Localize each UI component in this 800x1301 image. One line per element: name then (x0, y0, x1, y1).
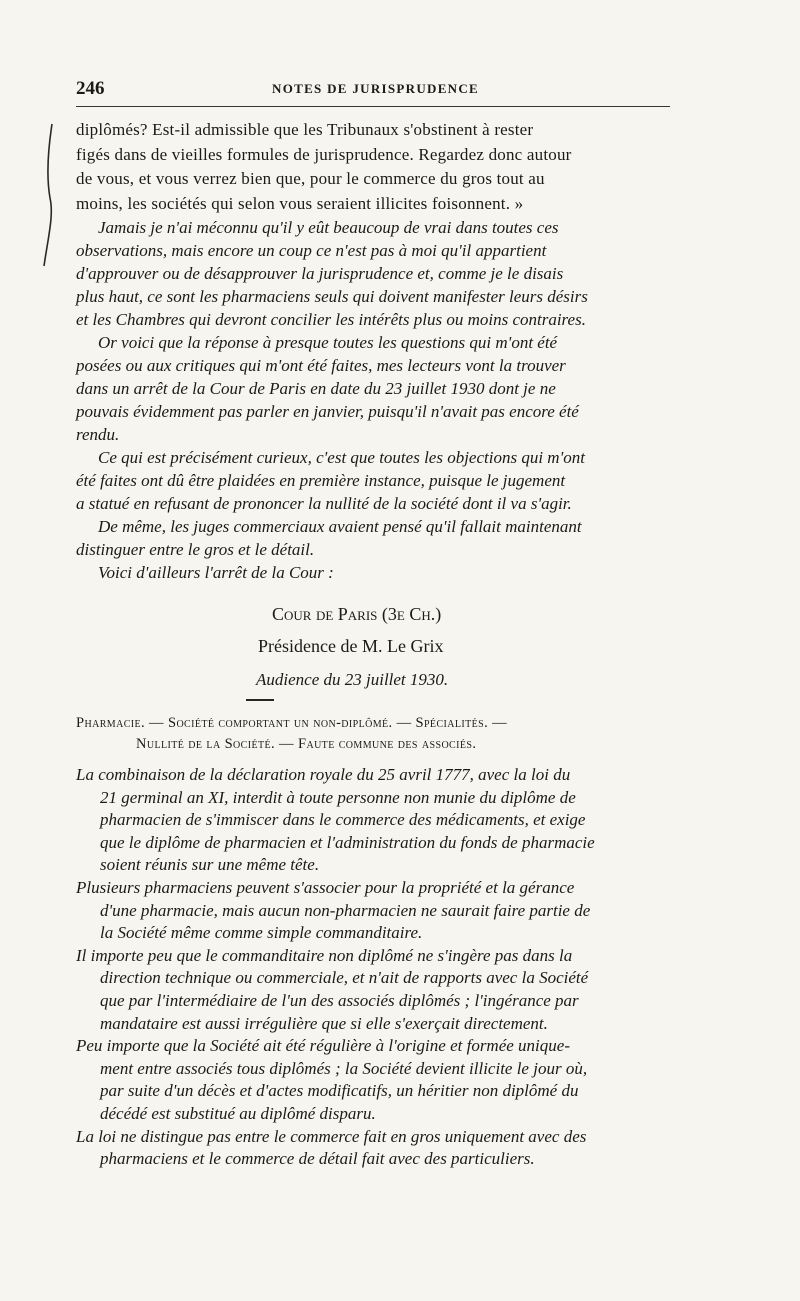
summary-line: la Société même comme simple commanditaire. (100, 923, 423, 943)
keyword-line: Nullité de la Société. — Faute commune des associés. (136, 736, 477, 752)
keyword-line: Pharmacie. — Société comportant un non-diplômé. — Spécialités. — (76, 715, 508, 731)
summary-line: La loi ne distingue pas entre le commerce fait en gros uniquement avec des (76, 1126, 587, 1146)
summary-line: Il importe peu que le commanditaire non diplômé ne s'ingère pas dans la (76, 945, 573, 965)
keywords-block (76, 713, 670, 755)
audience-line: Audience du 23 juillet 1930. (256, 670, 449, 689)
paragraph-line: posées ou aux critiques qui m'ont été faites, mes lecteurs vont la trouver (76, 356, 566, 376)
summary-line: que le diplôme de pharmacien et l'administration du fonds de pharmacie (100, 832, 595, 852)
presidence-line: Présidence de M. Le Grix (258, 636, 444, 656)
paragraph-line: Ce qui est précisément curieux, c'est que toutes les objections qui m'ont (98, 448, 585, 468)
summary-line: par suite d'un décès et d'actes modificatifs, un héritier non diplômé du (100, 1081, 579, 1101)
paragraph-line: observations, mais encore un coup ce n'est pas à moi qu'il appartient (76, 241, 547, 261)
paragraph-line: pouvais évidemment pas parler en janvier, puisqu'il n'avait pas encore été (76, 402, 579, 422)
summary-line: Peu importe que la Société ait été régulière à l'origine et formée unique- (76, 1036, 570, 1056)
running-title: NOTES DE JURISPRUDENCE (272, 81, 480, 96)
paragraph-line: Voici d'ailleurs l'arrêt de la Cour : (98, 563, 334, 583)
summary-line: 21 germinal an XI, interdit à toute personne non munie du diplôme de (100, 787, 576, 807)
text-line: moins, les sociétés qui selon vous seraient illicites foisonnent. » (76, 193, 524, 213)
margin-pencil-mark (34, 120, 74, 270)
summary-block (76, 764, 676, 1171)
summary-line: décédé est substitué au diplômé disparu. (100, 1103, 376, 1123)
text-line: figés dans de vieilles formules de jurisprudence. Regardez donc autour (76, 144, 572, 164)
summary-line: direction technique ou commerciale, et n'ait de rapports avec la Société (100, 968, 589, 988)
paragraph-line: et les Chambres qui devront concilier les intérêts plus ou moins contraires. (76, 310, 586, 330)
summary-line: pharmaciens et le commerce de détail fait avec des particuliers. (100, 1149, 535, 1169)
running-head (76, 78, 676, 102)
section-rule (246, 699, 274, 701)
summary-line: d'une pharmacie, mais aucun non-pharmacien ne saurait faire partie de (100, 900, 591, 920)
header-rule (76, 106, 670, 107)
body-text (76, 118, 670, 584)
paragraph-line: De même, les juges commerciaux avaient pensé qu'il fallait maintenant (98, 517, 582, 537)
summary-line: pharmacien de s'immiscer dans le commerce des médicaments, et exige (100, 810, 586, 830)
paragraph-line: d'approuver ou de désapprouver la jurisprudence et, comme je le disais (76, 264, 564, 284)
court-name: Cour de Paris (3e Ch.) (272, 604, 442, 624)
summary-line: ment entre associés tous diplômés ; la Société devient illicite le jour où, (100, 1058, 588, 1078)
paragraph-line: a statué en refusant de prononcer la nullité de la société dont il va s'agir. (76, 494, 572, 514)
paragraph-line: Or voici que la réponse à presque toutes les questions qui m'ont été (98, 333, 558, 353)
summary-line: La combinaison de la déclaration royale du 25 avril 1777, avec la loi du (76, 765, 571, 784)
page-number: 246 (76, 78, 105, 99)
paragraph-line: Jamais je n'ai méconnu qu'il y eût beaucoup de vrai dans toutes ces (98, 218, 559, 238)
summary-line: Plusieurs pharmaciens peuvent s'associer pour la propriété et la gérance (76, 877, 575, 897)
paragraph-line: distinguer entre le gros et le détail. (76, 540, 315, 560)
summary-line: mandataire est aussi irrégulière que si elle s'exerçait directement. (100, 1013, 548, 1033)
text-line: de vous, et vous verrez bien que, pour le commerce du gros tout au (76, 169, 545, 189)
text-line: diplômés? Est-il admissible que les Tribunaux s'obstinent à rester (76, 120, 534, 139)
paragraph-line: été faites ont dû être plaidées en première instance, puisque le jugement (76, 471, 566, 491)
paragraph-line: rendu. (76, 425, 120, 445)
summary-line: que par l'intermédiaire de l'un des associés diplômés ; l'ingérance par (100, 990, 579, 1010)
paragraph-line: dans un arrêt de la Cour de Paris en date du 23 juillet 1930 dont je ne (76, 379, 556, 399)
summary-line: soient réunis sur une même tête. (100, 855, 320, 875)
paragraph-line: plus haut, ce sont les pharmaciens seuls qui doivent manifester leurs désirs (76, 287, 588, 307)
